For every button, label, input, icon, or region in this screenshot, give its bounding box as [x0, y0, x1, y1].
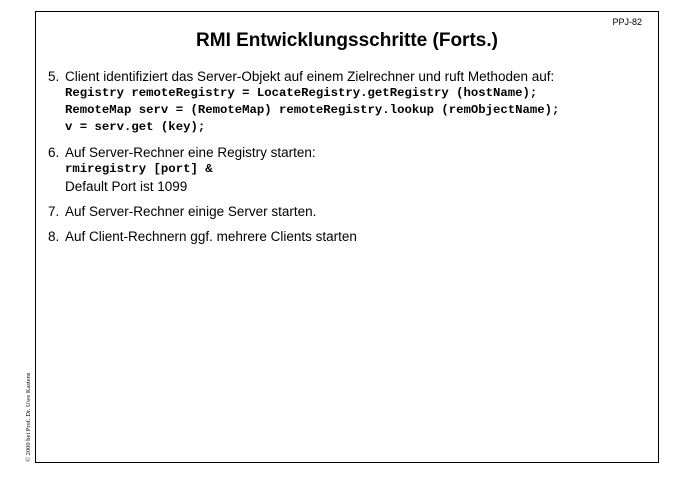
step-list [48, 68, 650, 253]
list-item-7 [48, 203, 650, 220]
code-line: RemoteMap serv = (RemoteMap) remoteRegistry.lookup (remObjectName); [65, 103, 560, 117]
item-body [65, 228, 650, 245]
item-number: 6. [48, 145, 60, 160]
item-body [65, 144, 650, 195]
code-line: Registry remoteRegistry = LocateRegistry.getRegistry (hostName); [65, 86, 538, 100]
item-number: 7. [48, 204, 60, 219]
item-number: 5. [48, 69, 60, 84]
item-text: Client identifiziert das Server-Objekt auf einem Zielrechner und ruft Methoden auf: [65, 69, 555, 84]
item-text: Auf Server-Rechner einige Server starten. [65, 204, 317, 219]
item-body [65, 203, 650, 220]
copyright-notice: © 2000 bei Prof. Dr. Uwe Kastens [25, 372, 32, 462]
list-item-6 [48, 144, 650, 195]
code-line: rmiregistry [port] & [65, 162, 213, 176]
code-line: v = serv.get (key); [65, 120, 206, 134]
item-body [65, 68, 650, 136]
item-text: Auf Client-Rechnern ggf. mehrere Clients starten [65, 229, 357, 244]
list-item-8 [48, 228, 650, 245]
item-note: Default Port ist 1099 [65, 179, 188, 194]
slide-title: RMI Entwicklungsschritte (Forts.) [196, 30, 498, 51]
page-id: PPJ-82 [612, 17, 642, 27]
slide-frame [35, 11, 659, 463]
item-text: Auf Server-Rechner eine Registry starten: [65, 145, 316, 160]
list-item-5 [48, 68, 650, 136]
item-number: 8. [48, 229, 60, 244]
